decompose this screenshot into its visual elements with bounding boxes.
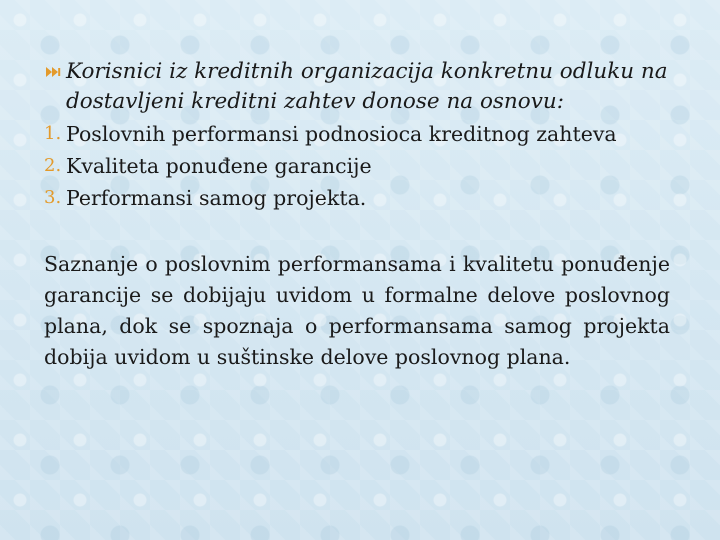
list-item (44, 119, 674, 149)
body-paragraph: Saznanje o poslovnim performansama i kvalitetu ponuđenje garancije se dobijaju uvidom u formalne delove poslovnog plana, dok se spoznaja o performansama samog projekta dobija uvidom u suštinske delove poslovnog plana. (44, 252, 670, 369)
bullet-icon (44, 64, 62, 80)
list-text: Kvaliteta ponuđene garancije (66, 154, 372, 178)
slide-content (44, 57, 674, 394)
list-text: Poslovnih performansi podnosioca kreditnog zahteva (66, 122, 617, 146)
list-number: 2. (44, 155, 62, 176)
list-number: 1. (44, 123, 62, 144)
lead-text: Korisnici iz kreditnih organizacija konkretnu odluku na dostavljeni kreditni zahtev donose na osnovu: (66, 59, 668, 114)
lead-bullet-item (44, 57, 674, 117)
list-item (44, 183, 674, 213)
list-number: 3. (44, 187, 62, 208)
list-item (44, 151, 674, 181)
numbered-list (44, 119, 674, 213)
list-text: Performansi samog projekta. (66, 186, 367, 210)
